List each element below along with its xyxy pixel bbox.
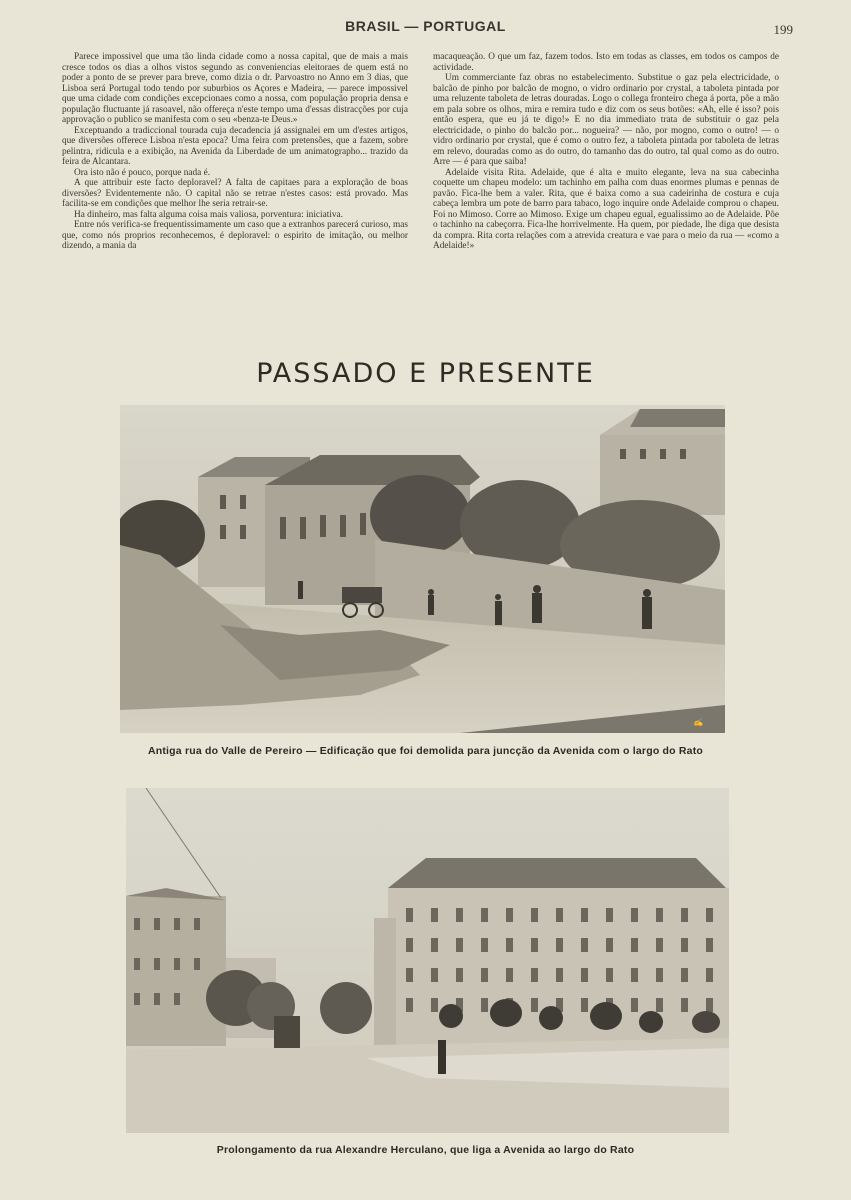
paragraph: Entre nós verifica-se frequentissimamente um caso que a extranhos parecerá curioso, mas que, como nós proprios reconhecemos, é deploravel: o espirito de imitação, ou melhor dizendo, a mania da (62, 220, 408, 251)
photographer-signature: ✍ (693, 718, 703, 727)
paragraph: Parece impossivel que uma tão linda cidade como a nossa capital, que de mais a mais cresce todos os dias a olhos vistos segundo as conveniencias eleitoraes de quem está no poder a ponto de se prever para breve, como dizia o dr. Parvoastro no Anno em 3 dias, que Lisboa será Portugal todo tendo por suburbios os Açores e Madeira, — parece impossivel que uma cidade com condições excepcionaes como a nossa, com população propria densa e população fluctuante já rasoavel, não offereça n'este tempo uma d'essas distracções por cuja approvação o publico se manifesta com o seu «benza-te Deus.» (62, 52, 408, 125)
paragraph: Ora isto não é pouco, porque nada é. (74, 167, 211, 178)
running-head: BRASIL — PORTUGAL (345, 18, 506, 34)
photo-old-street-image (120, 405, 725, 733)
paragraph: Adelaide visita Rita. Adelaide, que é alta e muito elegante, leva na sua cabecinha coquette um chapeu modelo: um tachinho em palha com duas enormes plumas e pennas de pavão. Fica-lhe bem a valer. Rita, que é baixa como a sua cadeirinha de costura e cuja cabeça lembra um pote de barro para tabaco, logo inquire onde Adelaide comprou o chapeu. Foi no Mimoso. Corre ao Mimoso. Exige um chapeu egual, egualissimo ao de Adelaide. Põe o tachinho na cabeçorra. Fica-lhe horrivelmente. Ha quem, por piedade, lhe diga que desista da compra. Rita corta relações com a atrevida creatura e vae para o meio da rua — «como a Adelaide!» (433, 167, 779, 251)
figure-caption: Prolongamento da rua Alexandre Herculano, que liga a Avenida ao largo do Rato (216, 1144, 635, 1156)
paragraph: Exceptuando a tradiccional tourada cuja decadencia já assignalei em um d'estes artigos, que diversões offerece Lisboa n'esta epoca? Uma feira com pretensões, que a fazem, sobre pelintra, ridicula e a exibição, na Avenida da Liberdade de um animatographo... trazido da feira de Alcantara. (62, 125, 408, 167)
paragraph: Um commerciante faz obras no estabelecimento. Substitue o gaz pela electricidade, o balcão de pinho por balcão de mogno, o vidro ordinario por crystal, a taboleta pintada por uma reluzente taboleta de letras douradas. Logo o collega fronteiro chega á porta, põe a mão em pala sobre os olhos, mira e remira tudo e diz com os seus botões: «Ah, elle é isso? pois então espera, que eu já te digo!» E no dia immediato trata de substituir o gaz pela electricidade, o pinho do balcão por... nogueira? — não, por mogno, como o outro! — o vidro ordinario por crystal, que é como o outro fez, a taboleta pintada por taboleta de letras em relevo, douradas como as do outro, do tamanho das do outro, tal qual como as do outro. Arre — é para que saiba! (433, 73, 779, 167)
section-title: PASSADO E PRESENTE (256, 358, 595, 389)
photo-new-street (126, 788, 729, 1133)
article-column-left (62, 52, 408, 252)
page-number: 199 (773, 22, 793, 37)
paragraph: Ha dinheiro, mas falta alguma coisa mais valiosa, porventura: iniciativa. (74, 209, 344, 220)
photo-new-street-image (126, 788, 729, 1133)
paragraph: A que attribuir este facto deploravel? A falta de capitaes para a exploração de boas diversões? Evidentemente não. O capital não se retrae n'estes casos: está provado. Mas facilita-se em condições que melhor lhe seria retrair-se. (62, 178, 408, 209)
photo-old-street (120, 405, 725, 733)
figure-caption: Antiga rua do Valle de Pereiro — Edificação que foi demolida para juncção da Avenida com o largo do Rato (147, 745, 704, 757)
article-column-right (433, 52, 779, 252)
paragraph: macaqueação. O que um faz, fazem todos. Isto em todas as classes, em todos os campos de actividade. (433, 52, 779, 73)
